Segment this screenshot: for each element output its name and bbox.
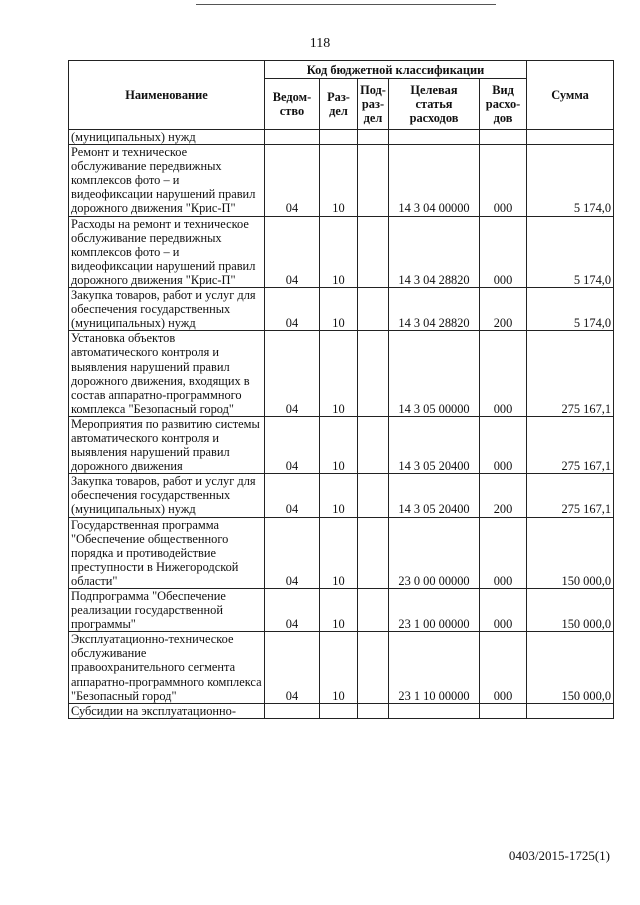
row-name: Ремонт и техническое обслуживание передвижных комплексов фото – и видеофиксации нарушений правил дорожного движения "Крис-П" <box>69 145 265 216</box>
header-expense-type: Вид расхо-дов <box>480 79 527 130</box>
row-target-article: 23 1 00 00000 <box>389 589 480 632</box>
row-podrazdel <box>358 632 389 703</box>
row-vedomstvo: 04 <box>265 517 320 588</box>
row-vedomstvo: 04 <box>265 589 320 632</box>
header-razdel: Раз-дел <box>320 79 358 130</box>
row-vedomstvo: 04 <box>265 416 320 473</box>
table-row <box>69 130 614 145</box>
row-sum: 150 000,0 <box>527 632 614 703</box>
table-row <box>69 474 614 517</box>
row-sum <box>527 703 614 718</box>
row-expense-type: 000 <box>480 517 527 588</box>
row-expense-type <box>480 130 527 145</box>
header-name: Наименование <box>69 61 265 130</box>
row-vedomstvo <box>265 130 320 145</box>
row-razdel: 10 <box>320 474 358 517</box>
row-podrazdel <box>358 589 389 632</box>
row-podrazdel <box>358 703 389 718</box>
page-number: 118 <box>309 36 331 51</box>
table-row <box>69 288 614 331</box>
row-sum <box>527 130 614 145</box>
row-name: Подпрограмма "Обеспечение реализации государственной программы" <box>69 589 265 632</box>
header-vedomstvo: Ведом-ство <box>265 79 320 130</box>
row-expense-type: 200 <box>480 474 527 517</box>
row-razdel <box>320 130 358 145</box>
table-row <box>69 589 614 632</box>
row-name: Расходы на ремонт и техническое обслуживание передвижных комплексов фото – и видеофиксации нарушений правил дорожного движения "Крис-П" <box>69 216 265 287</box>
row-podrazdel <box>358 130 389 145</box>
row-podrazdel <box>358 331 389 417</box>
row-target-article: 23 0 00 00000 <box>389 517 480 588</box>
row-target-article: 14 3 04 28820 <box>389 216 480 287</box>
row-razdel: 10 <box>320 145 358 216</box>
row-podrazdel <box>358 288 389 331</box>
row-podrazdel <box>358 474 389 517</box>
row-podrazdel <box>358 145 389 216</box>
row-vedomstvo: 04 <box>265 145 320 216</box>
row-target-article: 14 3 05 20400 <box>389 416 480 473</box>
row-expense-type: 000 <box>480 416 527 473</box>
row-expense-type: 000 <box>480 216 527 287</box>
row-vedomstvo: 04 <box>265 216 320 287</box>
table-row <box>69 517 614 588</box>
budget-table <box>68 60 614 719</box>
row-expense-type: 000 <box>480 589 527 632</box>
row-razdel: 10 <box>320 632 358 703</box>
row-sum: 275 167,1 <box>527 416 614 473</box>
row-name: Мероприятия по развитию системы автоматического контроля и выявления нарушений правил дорожного движения <box>69 416 265 473</box>
table-row <box>69 632 614 703</box>
header-sum: Сумма <box>527 61 614 130</box>
row-sum: 5 174,0 <box>527 145 614 216</box>
row-expense-type: 000 <box>480 331 527 417</box>
row-sum: 275 167,1 <box>527 331 614 417</box>
row-name: Закупка товаров, работ и услуг для обеспечения государственных (муниципальных) нужд <box>69 288 265 331</box>
row-podrazdel <box>358 216 389 287</box>
header-code-group: Код бюджетной классификации <box>265 61 527 79</box>
document-code: 0403/2015-1725(1) <box>508 848 610 863</box>
table-row <box>69 416 614 473</box>
row-razdel: 10 <box>320 288 358 331</box>
row-name: Закупка товаров, работ и услуг для обеспечения государственных (муниципальных) нужд <box>69 474 265 517</box>
row-vedomstvo: 04 <box>265 474 320 517</box>
row-name: Государственная программа "Обеспечение общественного порядка и противодействие преступности в Нижегородской области" <box>69 517 265 588</box>
row-name: Субсидии на эксплуатационно- <box>69 703 265 718</box>
header-podrazdel: Под-раз-дел <box>358 79 389 130</box>
row-sum: 5 174,0 <box>527 216 614 287</box>
row-name: Установка объектов автоматического контроля и выявления нарушений правил дорожного движения, входящих в состав аппаратно-программного комплекса "Безопасный город" <box>69 331 265 417</box>
row-name: Эксплуатационно-техническое обслуживание правоохранительного сегмента аппаратно-программного комплекса "Безопасный город" <box>69 632 265 703</box>
row-vedomstvo: 04 <box>265 632 320 703</box>
row-target-article <box>389 130 480 145</box>
table-body <box>69 130 614 719</box>
table-row <box>69 331 614 417</box>
table-row <box>69 216 614 287</box>
row-razdel <box>320 703 358 718</box>
top-rule <box>196 4 496 5</box>
row-razdel: 10 <box>320 589 358 632</box>
table-row <box>69 703 614 718</box>
row-target-article: 14 3 04 00000 <box>389 145 480 216</box>
row-expense-type: 000 <box>480 145 527 216</box>
row-podrazdel <box>358 416 389 473</box>
row-sum: 5 174,0 <box>527 288 614 331</box>
header-target-article: Целевая статья расходов <box>389 79 480 130</box>
row-razdel: 10 <box>320 517 358 588</box>
row-sum: 275 167,1 <box>527 474 614 517</box>
row-target-article: 14 3 04 28820 <box>389 288 480 331</box>
row-name: (муниципальных) нужд <box>69 130 265 145</box>
row-target-article: 14 3 05 20400 <box>389 474 480 517</box>
row-vedomstvo: 04 <box>265 288 320 331</box>
row-vedomstvo: 04 <box>265 331 320 417</box>
row-expense-type: 000 <box>480 632 527 703</box>
table-header <box>69 61 614 130</box>
row-razdel: 10 <box>320 331 358 417</box>
row-podrazdel <box>358 517 389 588</box>
row-target-article <box>389 703 480 718</box>
row-sum: 150 000,0 <box>527 517 614 588</box>
row-expense-type <box>480 703 527 718</box>
row-sum: 150 000,0 <box>527 589 614 632</box>
row-target-article: 14 3 05 00000 <box>389 331 480 417</box>
row-expense-type: 200 <box>480 288 527 331</box>
row-razdel: 10 <box>320 416 358 473</box>
row-target-article: 23 1 10 00000 <box>389 632 480 703</box>
row-vedomstvo <box>265 703 320 718</box>
row-razdel: 10 <box>320 216 358 287</box>
table-row <box>69 145 614 216</box>
